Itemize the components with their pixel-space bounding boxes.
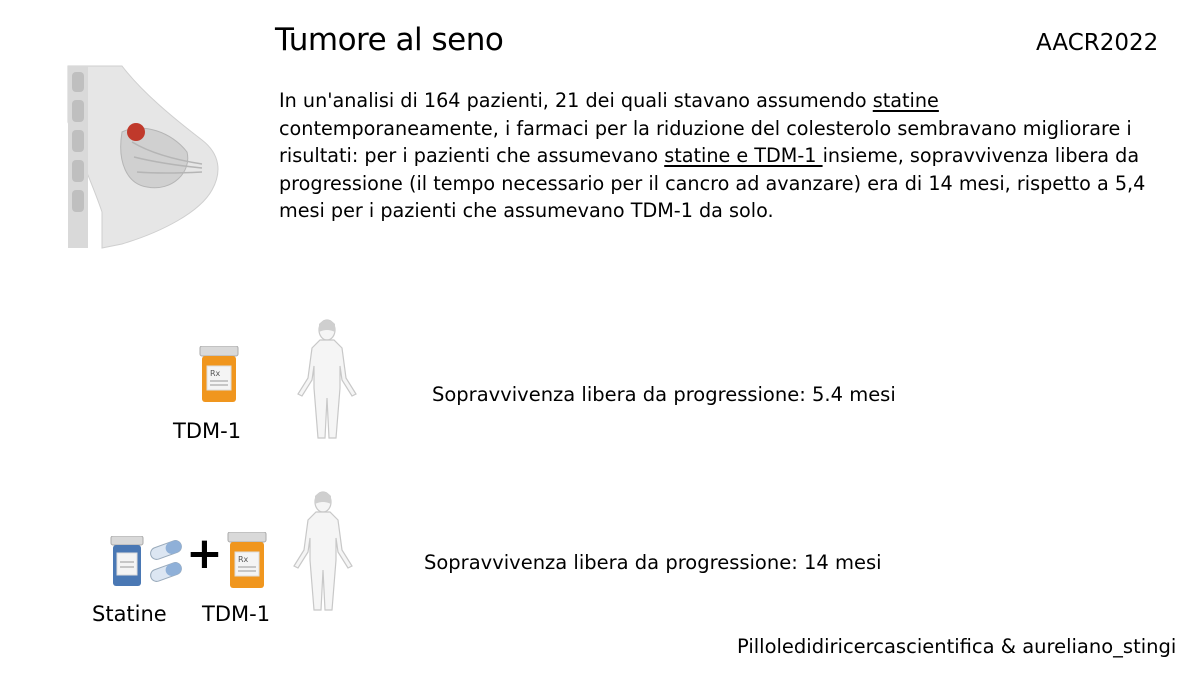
paragraph-part: insieme, sopravvivenza libera da progressione (il tempo necessario per il cancro ad avanzare) era di 14 mesi, rispetto a 5,4 mesi per i pazienti che assumevano TDM-1 da solo. <box>279 144 1146 222</box>
svg-text:Rx: Rx <box>238 555 249 564</box>
result-tdm1: Sopravvivenza libera da progressione: 5.4 mesi <box>432 383 896 406</box>
paragraph-part: In un'analisi di 164 pazienti, 21 dei quali stavano assumendo <box>279 89 873 112</box>
underlined-term: statine <box>872 89 939 112</box>
summary-paragraph <box>279 87 1159 225</box>
underlined-term: statine e TDM-1 <box>664 144 823 167</box>
capsules-icon <box>146 540 186 584</box>
plus-sign: + <box>186 528 223 579</box>
svg-text:Rx: Rx <box>210 369 221 378</box>
drug-label-tdm1-combo: TDM-1 <box>202 602 271 626</box>
paragraph-part: contemporaneamente, i farmaci per la riduzione del colesterolo sembravano migliorare i risultati: per i pazienti che assumevano <box>279 116 1132 167</box>
drug-label-tdm1: TDM-1 <box>173 419 242 443</box>
blue-pill-bottle-icon <box>110 536 144 588</box>
orange-pill-bottle-icon <box>226 532 268 590</box>
woman-figure-icon <box>286 490 360 614</box>
credits: Pilloledidiricercascientifica & aureliano_stingi <box>737 635 1177 658</box>
orange-pill-bottle-icon <box>198 346 240 404</box>
result-combo: Sopravvivenza libera da progressione: 14 mesi <box>424 551 882 574</box>
woman-figure-icon <box>290 318 364 442</box>
breast-illustration-icon <box>62 62 222 252</box>
event-tag: AACR2022 <box>1036 30 1159 56</box>
drug-label-statine: Statine <box>92 602 167 626</box>
slide-title: Tumore al seno <box>275 22 504 58</box>
